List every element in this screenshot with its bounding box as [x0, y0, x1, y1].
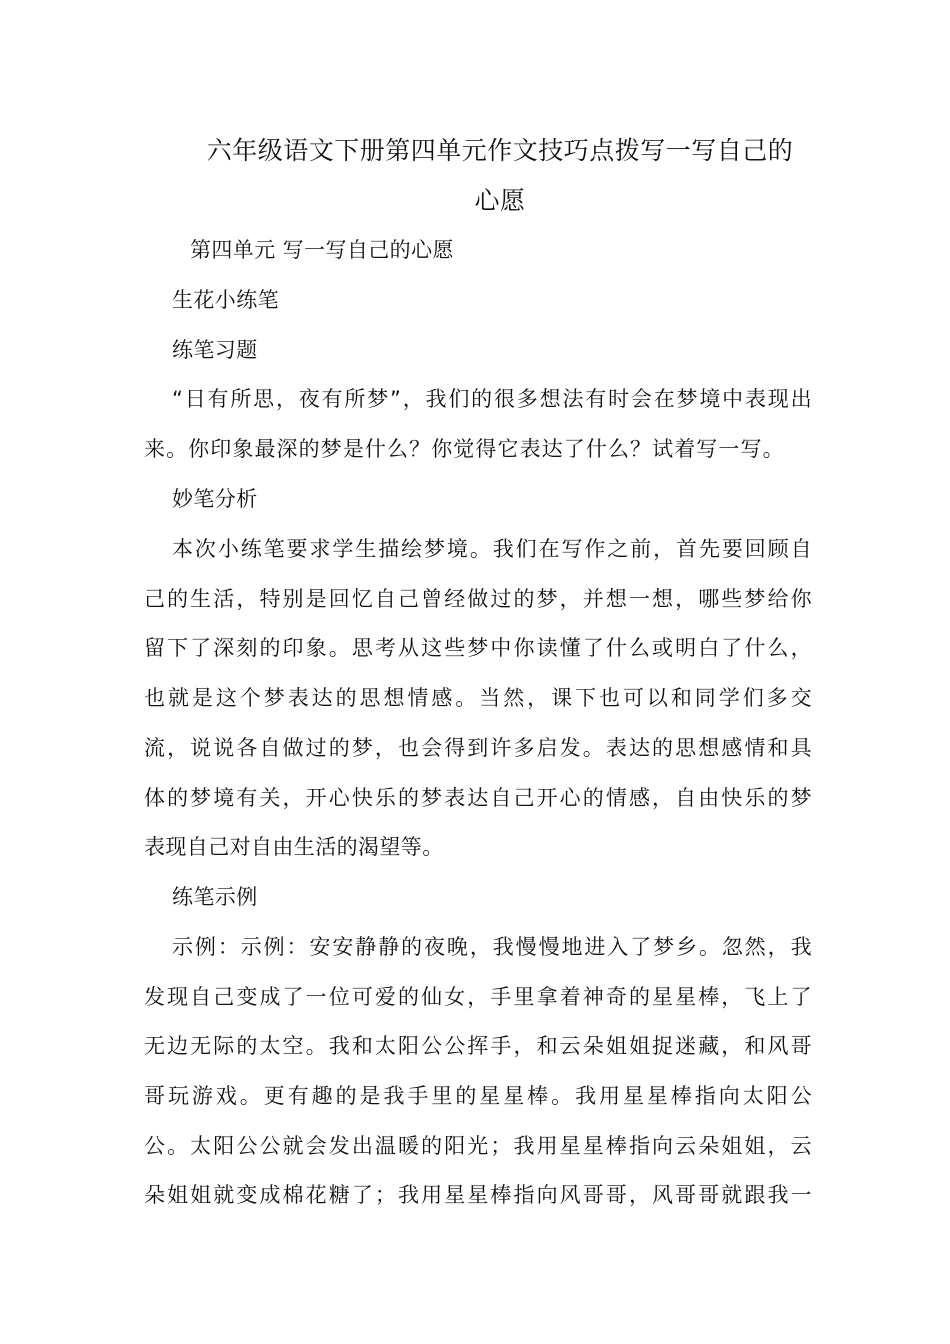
analysis-line: 流，说说各自做过的梦，也会得到许多启发。表达的思想感情和具: [144, 736, 812, 760]
analysis-line: 表现自己对自由生活的渴望等。: [144, 835, 444, 859]
analysis-line: 留下了深刻的印象。思考从这些梦中你读懂了什么或明白了什么，: [144, 636, 812, 660]
document-title-line-1: 六年级语文下册第四单元作文技巧点拨写一写自己的: [206, 136, 794, 165]
analysis-line: 体的梦境有关，开心快乐的梦表达自己开心的情感，自由快乐的梦: [144, 786, 812, 810]
section-heading-practice: 生花小练笔: [172, 288, 279, 312]
prompt-line: 来。你印象最深的梦是什么？你觉得它表达了什么？试着写一写。: [144, 437, 784, 461]
analysis-line: 本次小练笔要求学生描绘梦境。我们在写作之前，首先要回顾自: [172, 537, 812, 561]
section-heading-analysis: 妙笔分析: [172, 487, 258, 511]
example-line: 公。太阳公公就会发出温暖的阳光；我用星星棒指向云朵姐姐，云: [144, 1134, 812, 1158]
example-line: 朵姐姐就变成棉花糖了；我用星星棒指向风哥哥，风哥哥就跟我一: [144, 1183, 812, 1207]
prompt-line: “日有所思，夜有所梦”，我们的很多想法有时会在梦境中表现出: [172, 387, 812, 411]
document-title-line-2: 心愿: [474, 186, 526, 215]
example-line: 发现自己变成了一位可爱的仙女，手里拿着神奇的星星棒，飞上了: [144, 985, 812, 1009]
section-heading-exercise: 练笔习题: [172, 338, 258, 362]
section-heading-example: 练笔示例: [172, 885, 258, 909]
analysis-line: 己的生活，特别是回忆自己曾经做过的梦，并想一想，哪些梦给你: [144, 587, 812, 611]
example-line: 无边无际的太空。我和太阳公公挥手，和云朵姐姐捉迷藏，和风哥: [144, 1034, 812, 1058]
example-line: 示例：示例：安安静静的夜晚，我慢慢地进入了梦乡。忽然，我: [172, 935, 812, 959]
analysis-line: 也就是这个梦表达的思想情感。当然，课下也可以和同学们多交: [144, 686, 812, 710]
unit-subtitle: 第四单元 写一写自己的心愿: [190, 238, 454, 262]
example-line: 哥玩游戏。更有趣的是我手里的星星棒。我用星星棒指向太阳公: [144, 1084, 812, 1108]
